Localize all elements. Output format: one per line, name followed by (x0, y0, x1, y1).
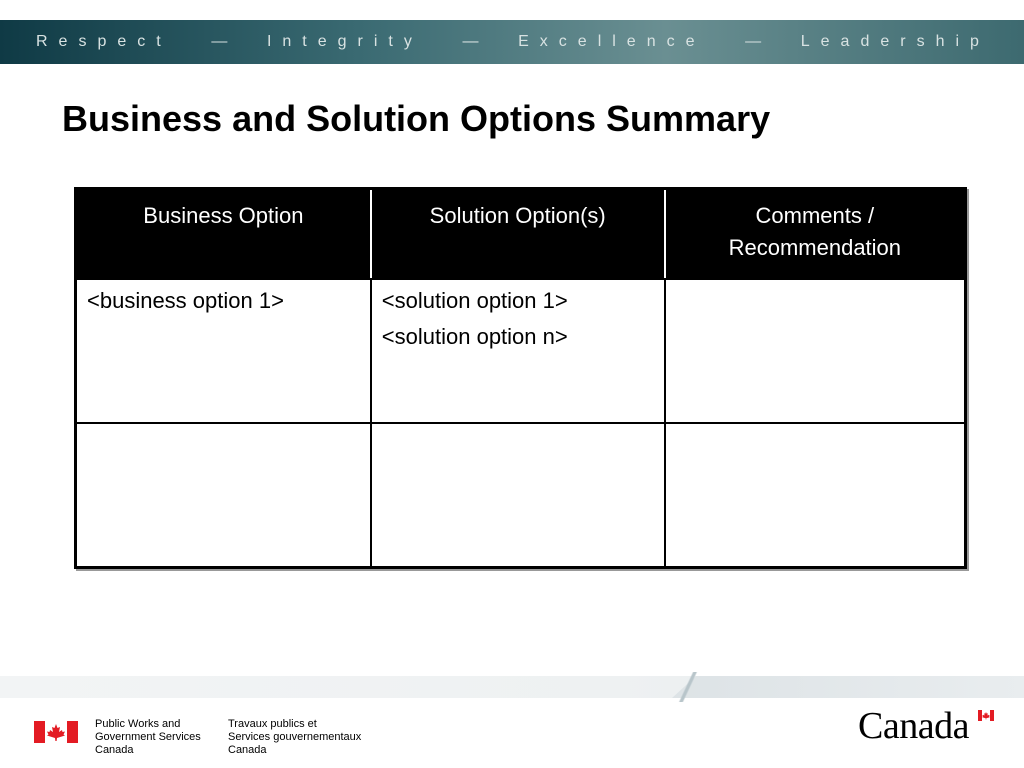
separator: — (745, 33, 762, 50)
table-header-row (76, 189, 966, 280)
wordmark-flag-icon (978, 710, 994, 721)
header-comments-recommendation: Comments / Recommendation (665, 189, 966, 280)
values-banner (0, 20, 1024, 64)
cell-solution-options[interactable] (371, 279, 665, 423)
cell-business-option[interactable] (76, 423, 371, 568)
footer-en-line: Government Services (95, 731, 201, 743)
cell-comments[interactable] (665, 423, 966, 568)
business-option-text: <business option 1> (87, 288, 284, 313)
value-respect: Respect (36, 33, 172, 50)
solution-option-text: <solution option n> (381, 324, 568, 349)
footer-fr-line: Travaux publics et (228, 718, 317, 730)
cell-solution-options[interactable] (371, 423, 665, 568)
canada-wordmark-text: Canada (858, 705, 969, 747)
footer-slant-line (668, 672, 708, 702)
table-row (76, 423, 966, 568)
footer-slant-decoration (672, 676, 1024, 698)
page-title: Business and Solution Options Summary (62, 98, 771, 139)
canada-wordmark (858, 704, 998, 748)
table-row (76, 279, 966, 423)
footer-department-english (95, 718, 201, 757)
separator: — (462, 33, 479, 50)
value-integrity: Integrity (266, 33, 423, 50)
value-excellence: Excellence (518, 33, 706, 50)
canada-flag-icon (34, 721, 78, 743)
value-leadership: Leadership (800, 33, 990, 50)
footer-fr-line: Canada (228, 744, 267, 756)
header-solution-options: Solution Option(s) (371, 189, 665, 280)
values-banner-text (0, 20, 1024, 64)
cell-comments[interactable] (665, 279, 966, 423)
cell-business-option[interactable] (76, 279, 371, 423)
footer-en-line: Canada (95, 744, 134, 756)
separator: — (211, 33, 228, 50)
options-summary-table (74, 187, 967, 569)
footer-fr-line: Services gouvernementaux (228, 731, 362, 743)
footer-en-line: Public Works and (95, 718, 181, 730)
footer-department-french (228, 718, 361, 757)
header-business-option: Business Option (76, 189, 371, 280)
solution-option-text: <solution option 1> (381, 288, 568, 313)
